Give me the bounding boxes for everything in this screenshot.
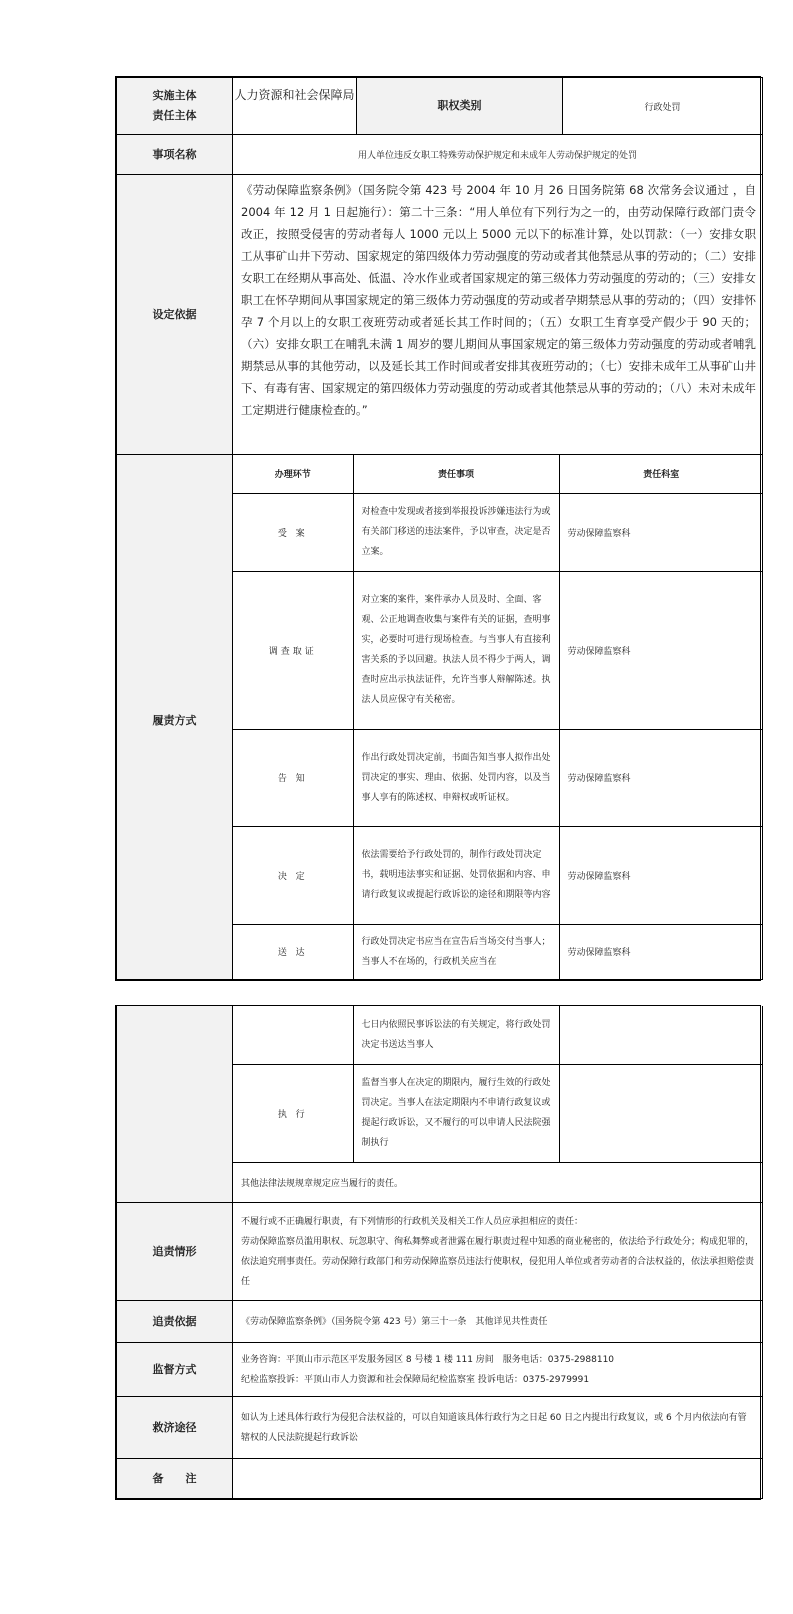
item-name-value: 用人单位违反女职工特殊劳动保护规定和未成年人劳动保护规定的处罚 bbox=[233, 135, 763, 175]
remarks-row bbox=[117, 1459, 763, 1499]
basis-text: 《劳动保障监察条例》（国务院令第 423 号 2004 年 10 月 26 日国务院第 68 次常务会议通过 ，自 2004 年 12 月 1 日起施行）：第二十三条：“用人单位有下列行为之一的，由劳动保障行政部门责令改正，按照受侵害的劳动者每人 1000 元以上 5000 元以下的标准计算，处以罚款：（一）安排女职工从事矿山井下劳动、国家规定的第四级体力劳动强度的劳动或者其他禁忌从事的劳动的；（二）安排女职工在经期从事高处、低温、冷水作业或者国家规定的第三级体力劳动强度的劳动的；（三）安排女职工在怀孕期间从事国家规定的第三级体力劳动强度的劳动或者孕期禁忌从事的劳动的；（四）安排怀孕 7 个月以上的女职工夜班劳动或者延长其工作时间的；（五）女职工生育享受产假少于 90 天的；（六）安排女职工在哺乳未满 1 周岁的婴儿期间从事国家规定的第三级体力劳动强度的劳动或者哺乳期禁忌从事的其他劳动，以及延长其工作时间或者安排其夜班劳动的；（七）安排未成年工从事矿山井下、有毒有害、国家规定的第四级体力劳动强度的劳动或者其他禁忌从事的劳动的；（八）未对未成年工定期进行健康检查的。” bbox=[233, 175, 763, 455]
step-cell: 执 行 bbox=[233, 1064, 353, 1162]
duty-row-deliver-cont bbox=[233, 1006, 763, 1064]
duty-row-decide bbox=[233, 826, 763, 924]
step-cell: 决 定 bbox=[233, 826, 353, 924]
accountability-basis-row bbox=[117, 1301, 763, 1343]
duty-row-accept bbox=[233, 493, 763, 571]
duty-row-investigate bbox=[233, 571, 763, 729]
step-cell: 告 知 bbox=[233, 729, 353, 826]
header-duty: 责任事项 bbox=[353, 455, 559, 493]
duty-cell: 依法需要给予行政处罚的，制作行政处罚决定书，载明违法事实和证据、处罚依据和内容、申请行政复议或提起行政诉讼的途径和期限等内容 bbox=[353, 826, 559, 924]
accountability-label: 追责情形 bbox=[117, 1203, 233, 1301]
dept-cell bbox=[559, 1064, 763, 1162]
page-2-table bbox=[115, 1005, 761, 1500]
duty-cell: 行政处罚决定书应当在宣告后当场交付当事人；当事人不在场的，行政机关应当在 bbox=[353, 924, 559, 979]
remarks-value bbox=[233, 1459, 763, 1499]
dept-cell bbox=[559, 1006, 763, 1064]
basis-row bbox=[117, 175, 763, 455]
duty-row-execute bbox=[233, 1064, 763, 1162]
supervision-label: 监督方式 bbox=[117, 1343, 233, 1397]
step-cell: 调查取证 bbox=[233, 571, 353, 729]
duty-label: 履责方式 bbox=[117, 455, 233, 980]
supervision-value: 业务咨询：平顶山市示范区平发服务园区 8 号楼 1 楼 111 房间 服务电话：0375-2988110 纪检监察投诉：平顶山市人力资源和社会保障局纪检监察室 投诉电话：0375-2979991 bbox=[233, 1343, 763, 1397]
step-cell bbox=[233, 1006, 353, 1064]
basis-label: 设定依据 bbox=[117, 175, 233, 455]
duty-cell: 对检查中发现或者接到举报投诉涉嫌违法行为或有关部门移送的违法案件，予以审查，决定是否立案。 bbox=[353, 493, 559, 571]
header-row bbox=[117, 78, 763, 135]
dept-cell: 劳动保障监察科 bbox=[559, 571, 763, 729]
remarks-label: 备 注 bbox=[117, 1459, 233, 1499]
duty-subtable-cell bbox=[233, 455, 763, 980]
duty-continued-cell bbox=[233, 1006, 763, 1203]
remedy-label: 救济途径 bbox=[117, 1397, 233, 1459]
item-name-label: 事项名称 bbox=[117, 135, 233, 175]
duty-cell: 对立案的案件，案件承办人员及时、全面、客观、公正地调查收集与案件有关的证据，查明事实，必要时可进行现场检查。与当事人有直接利害关系的予以回避。执法人员不得少于两人，调查时应出示执法证件，允许当事人辩解陈述。执法人员应保守有关秘密。 bbox=[353, 571, 559, 729]
duty-subtable bbox=[233, 455, 763, 979]
accountability-basis-label: 追责依据 bbox=[117, 1301, 233, 1343]
page-1-table bbox=[115, 76, 761, 981]
implementing-body-label: 实施主体 责任主体 bbox=[117, 78, 233, 135]
duty-label-continued bbox=[117, 1006, 233, 1203]
dept-cell: 劳动保障监察科 bbox=[559, 729, 763, 826]
step-cell: 受 案 bbox=[233, 493, 353, 571]
dept-cell: 劳动保障监察科 bbox=[559, 826, 763, 924]
duty-cell: 监督当事人在决定的期限内，履行生效的行政处罚决定。当事人在法定期限内不申请行政复议或提起行政诉讼，又不履行的可以申请人民法院强制执行 bbox=[353, 1064, 559, 1162]
duty-cell: 作出行政处罚决定前，书面告知当事人拟作出处罚决定的事实、理由、依据、处罚内容，以及当事人享有的陈述权、申辩权或听证权。 bbox=[353, 729, 559, 826]
header-step: 办理环节 bbox=[233, 455, 353, 493]
duty-continued-row bbox=[117, 1006, 763, 1203]
accountability-basis-value: 《劳动保障监察条例》（国务院令第 423 号）第三十一条 其他详见共性责任 bbox=[233, 1301, 763, 1343]
remedy-value: 如认为上述具体行政行为侵犯合法权益的，可以自知道该具体行政行为之日起 60 日之内提出行政复议，或 6 个月内依法向有管辖权的人民法院提起行政诉讼 bbox=[233, 1397, 763, 1459]
duty-row bbox=[117, 455, 763, 980]
duty-row-notify bbox=[233, 729, 763, 826]
duty-cell: 七日内依照民事诉讼法的有关规定，将行政处罚决定书送达当事人 bbox=[353, 1006, 559, 1064]
supervision-row bbox=[117, 1343, 763, 1397]
category-label: 职权类别 bbox=[357, 78, 563, 135]
item-name-row bbox=[117, 135, 763, 175]
agency-value: 人力资源和社会保障局 bbox=[233, 78, 357, 135]
accountability-value: 不履行或不正确履行职责，有下列情形的行政机关及相关工作人员应承担相应的责任： 劳动保障监察员滥用职权、玩忽职守、徇私舞弊或者泄露在履行职责过程中知悉的商业秘密的，依法给予行政处分；构成犯罪的，依法追究刑事责任。劳动保障行政部门和劳动保障监察员违法行使职权，侵犯用人单位或者劳动者的合法权益的，依法承担赔偿责任 bbox=[233, 1203, 763, 1301]
duty-header-row bbox=[233, 455, 763, 493]
other-duty-cell: 其他法律法规规章规定应当履行的责任。 bbox=[233, 1162, 763, 1202]
step-cell: 送 达 bbox=[233, 924, 353, 979]
category-value: 行政处罚 bbox=[563, 78, 763, 135]
duty-row-other bbox=[233, 1162, 763, 1202]
duty-row-deliver bbox=[233, 924, 763, 979]
header-dept: 责任科室 bbox=[559, 455, 763, 493]
accountability-row bbox=[117, 1203, 763, 1301]
dept-cell: 劳动保障监察科 bbox=[559, 493, 763, 571]
duty-subtable-continued bbox=[233, 1006, 763, 1202]
dept-cell: 劳动保障监察科 bbox=[559, 924, 763, 979]
remedy-row bbox=[117, 1397, 763, 1459]
